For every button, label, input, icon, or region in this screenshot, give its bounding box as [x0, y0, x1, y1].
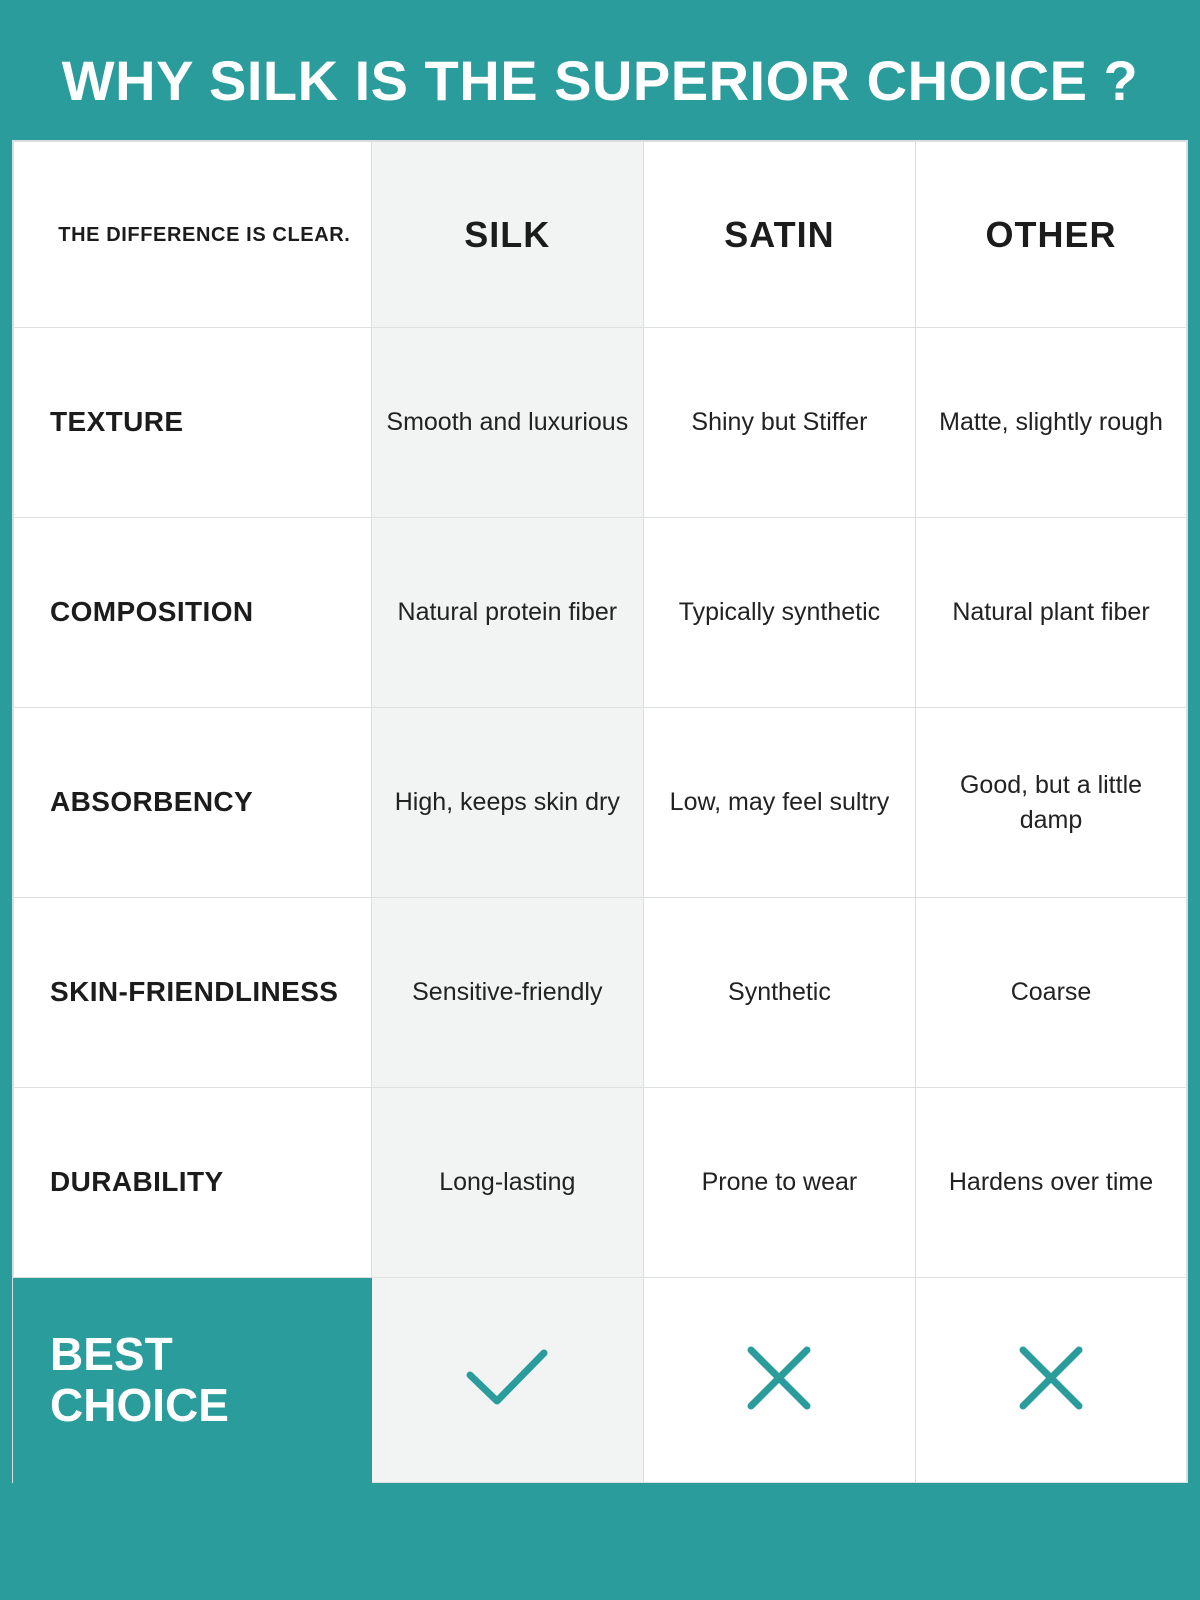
row-label-text: COMPOSITION: [50, 596, 254, 628]
verdict-silk: [371, 1278, 643, 1483]
table-verdict-row: [14, 1278, 1187, 1483]
cell-durability-satin: [643, 1088, 915, 1278]
cell-text: Natural plant fiber: [952, 598, 1150, 627]
cell-text: Natural protein fiber: [397, 598, 618, 627]
column-header-label: OTHER: [985, 213, 1117, 255]
column-header-silk: [371, 142, 643, 328]
cell-text: Good, but a little damp: [959, 770, 1143, 834]
cell-composition-other: [916, 518, 1187, 708]
table-corner-cell: [14, 142, 372, 328]
cell-text: Shiny but Stiffer: [691, 408, 868, 437]
cell-text: Synthetic: [728, 978, 831, 1007]
row-label-text: TEXTURE: [50, 406, 184, 438]
verdict-other: [916, 1278, 1187, 1483]
table-row: [14, 1088, 1187, 1278]
row-label-composition: [14, 518, 372, 708]
table-row: [14, 708, 1187, 898]
table-row: [14, 518, 1187, 708]
comparison-table-container: [12, 140, 1188, 1483]
table-row: [14, 898, 1187, 1088]
comparison-table: [13, 141, 1187, 1483]
row-label-skin-friendliness: [14, 898, 372, 1088]
cell-absorbency-other: [916, 708, 1187, 898]
cell-text: Coarse: [1010, 978, 1092, 1007]
check-icon: [464, 1347, 550, 1409]
row-label-text: ABSORBENCY: [50, 786, 254, 818]
cell-text: Smooth and luxurious: [386, 408, 629, 437]
column-header-label: SATIN: [724, 213, 835, 255]
cell-text: Matte, slightly rough: [939, 408, 1163, 437]
column-header-satin: [643, 142, 915, 328]
best-choice-cell: [14, 1278, 372, 1483]
row-label-absorbency: [14, 708, 372, 898]
cell-durability-silk: [371, 1088, 643, 1278]
cell-absorbency-silk: [371, 708, 643, 898]
column-header-label: SILK: [464, 213, 551, 255]
cell-durability-other: [916, 1088, 1187, 1278]
best-choice-label: BEST CHOICE: [50, 1327, 229, 1432]
cell-composition-silk: [371, 518, 643, 708]
table-row: [14, 328, 1187, 518]
cell-text: Sensitive-friendly: [412, 978, 603, 1007]
title-block: [0, 0, 1200, 140]
row-label-texture: [14, 328, 372, 518]
verdict-satin: [643, 1278, 915, 1483]
cell-text: Prone to wear: [701, 1168, 858, 1197]
cell-text: High, keeps skin dry: [394, 788, 620, 817]
corner-label: THE DIFFERENCE IS CLEAR.: [58, 223, 351, 246]
row-label-durability: [14, 1088, 372, 1278]
cell-skin-friendliness-satin: [643, 898, 915, 1088]
cross-icon: [1016, 1343, 1086, 1413]
cell-skin-friendliness-silk: [371, 898, 643, 1088]
cross-icon: [744, 1343, 814, 1413]
cell-text: Typically synthetic: [678, 598, 881, 627]
cell-texture-silk: [371, 328, 643, 518]
table-header-row: [14, 142, 1187, 328]
cell-texture-other: [916, 328, 1187, 518]
row-label-text: DURABILITY: [50, 1166, 224, 1198]
cell-text: Long-lasting: [439, 1168, 576, 1197]
cell-texture-satin: [643, 328, 915, 518]
cell-text: Low, may feel sultry: [669, 788, 890, 817]
cell-text: Hardens over time: [948, 1168, 1154, 1197]
column-header-other: [916, 142, 1187, 328]
page-title: WHY SILK IS THE SUPERIOR CHOICE ?: [61, 49, 1139, 112]
row-label-text: SKIN-FRIENDLINESS: [50, 976, 339, 1008]
cell-absorbency-satin: [643, 708, 915, 898]
cell-skin-friendliness-other: [916, 898, 1187, 1088]
cell-composition-satin: [643, 518, 915, 708]
